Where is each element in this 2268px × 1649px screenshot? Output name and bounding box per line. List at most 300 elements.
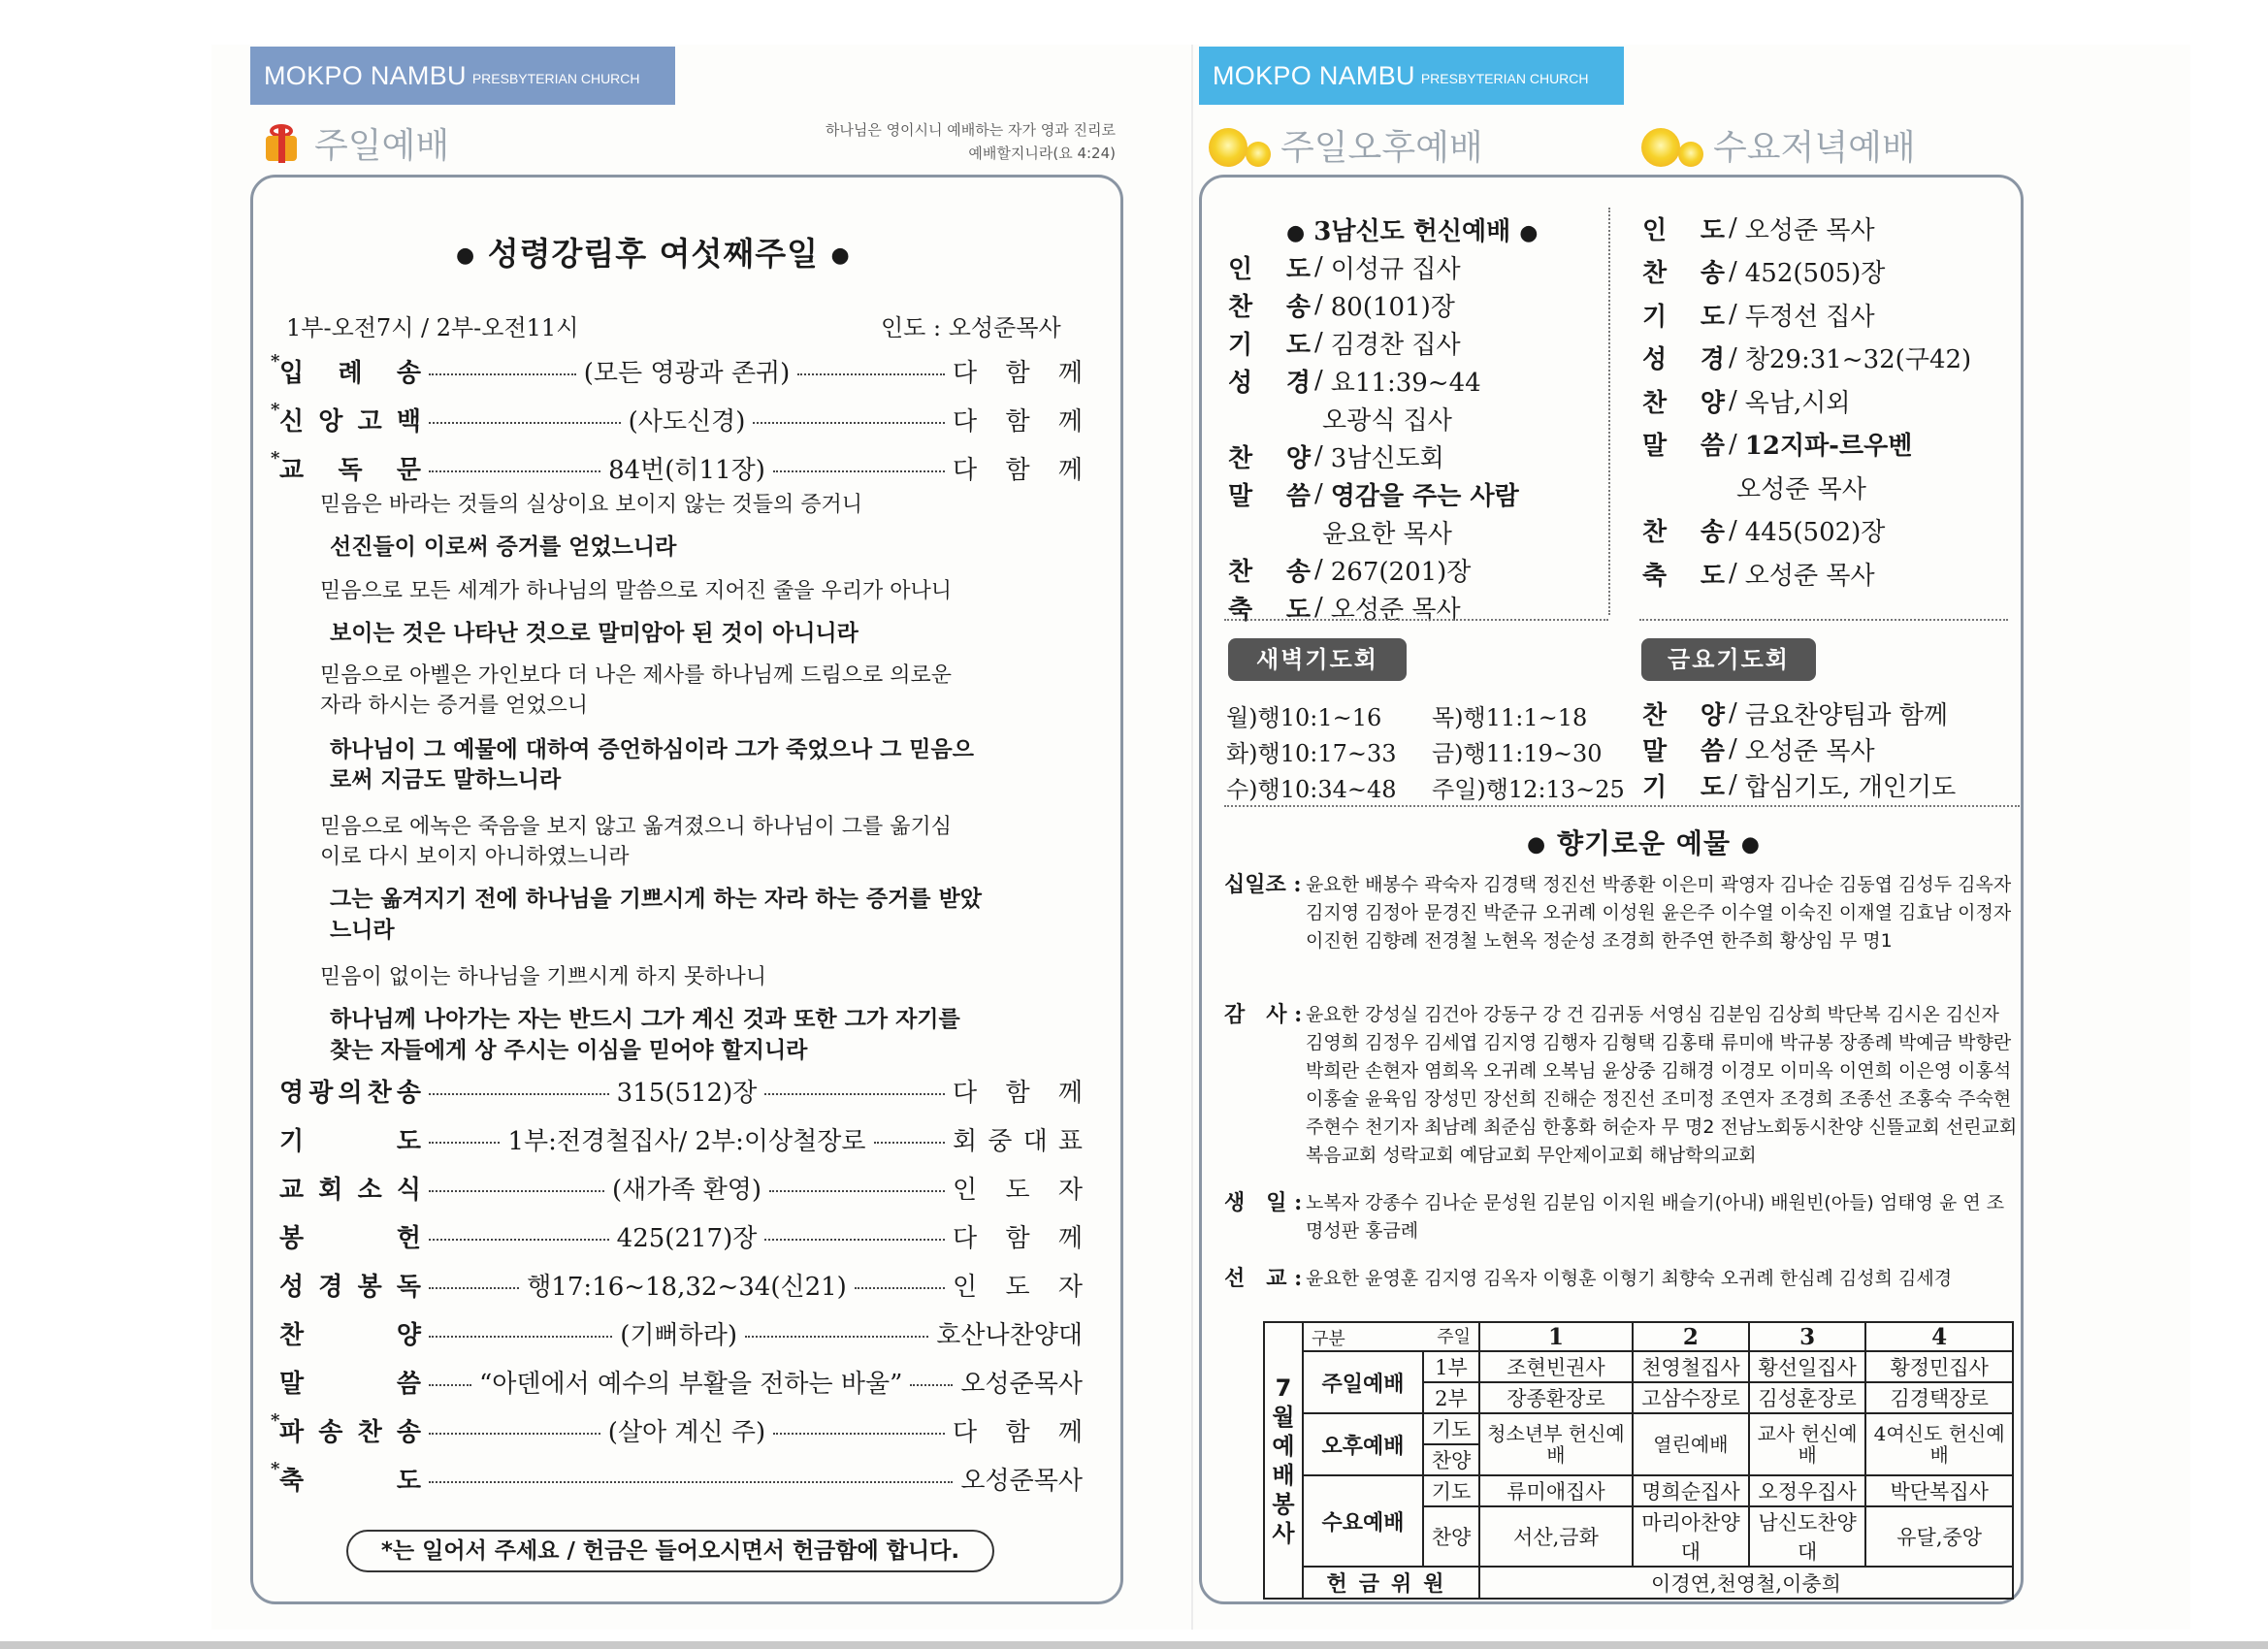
offering-names: 윤요한 강성실 김건아 강동구 강 건 김귀동 서영심 김분임 김상희 박단복 김시온 김신자 김영희 김정우 김세엽 김지영 김행자 김형택 김홍태 류미애 박규봉 장종례 박예금 박향란 박희란 손현자 염희옥 오귀례 오복님 윤상중 김해경 이경모 이미옥 이연희 이은영 이홍석 이홍술 윤육임 장성민 장선희 진해순 정진선 조미정 조연자 조경희 조종선 조홍숙 주숙현 주현수 천기자 최남례 최준심 한홍화 허순자 무 명2 전남노회동시찬양 신뜰교회 선린교회 복음교회 성락교회 예담교회 무안제이교회 해남학의교회 (1306, 1004, 2018, 1166)
stand-mark: * (271, 350, 280, 372)
row-label-char: 경 (1285, 368, 1311, 398)
row-value: 452(505)장 (1744, 259, 1886, 288)
reading-line: 믿음은 바라는 것들의 실상이요 보이지 않는 것들의 증거니 (320, 493, 863, 517)
bullet-icon: ● (1740, 832, 1761, 857)
row-label (1228, 249, 1311, 285)
duty-cell: 남신도찬양대 (1749, 1506, 1865, 1567)
reading-line: 찾는 자들에게 상 주시는 이심을 믿어야 할지니라 (330, 1038, 808, 1063)
duty-month-char: 7 (1275, 1374, 1292, 1402)
row-slash: / (1729, 429, 1737, 459)
reading-line: 보이는 것은 나타난 것으로 말미암아 된 것이 아니니라 (330, 621, 859, 646)
order-label-char: 찬 (357, 1417, 382, 1447)
order-detail: 425(217)장 (616, 1223, 758, 1253)
row-label (1228, 363, 1311, 399)
order-person-char: 께 (1057, 358, 1084, 388)
order-label-char: 입 (279, 358, 305, 388)
duty-cell: 황선일집사 (1749, 1351, 1865, 1382)
row-label-char: 찬 (1228, 443, 1253, 473)
order-person-char: 대 (1022, 1126, 1048, 1156)
duty-cell: 마리아찬양대 (1633, 1506, 1749, 1567)
order-label-char: 의 (338, 1078, 363, 1108)
leader-dots (429, 1433, 600, 1435)
service-row (1228, 286, 1455, 323)
column-divider (1608, 208, 1610, 615)
leader-dots (745, 1336, 928, 1338)
order-detail: (모든 영광과 존귀) (583, 358, 791, 388)
row-value: 오광식 집사 (1322, 405, 1452, 436)
order-label-char: 회 (318, 1175, 343, 1205)
offering-names: 윤요한 배봉수 곽숙자 김경택 정진선 박종환 이은미 곽영자 김나순 김동엽 김성두 김옥자 김지영 김정아 문경진 박준규 오귀례 이성원 윤은주 이수열 이숙진 이재열 김효남 이정자 이진헌 김향례 전경철 노현옥 정순성 조경희 한주연 한주희 황상임 무 명1 (1306, 874, 2012, 952)
order-label-char: 앙 (318, 406, 343, 436)
week-header: 1 (1479, 1322, 1633, 1351)
service-row (1642, 426, 1912, 463)
row-value: 윤요한 목사 (1322, 519, 1452, 549)
row-label-char: 도 (1285, 330, 1311, 360)
duty-month-char: 봉 (1272, 1490, 1295, 1518)
leader-dots (429, 470, 600, 472)
row-slash: / (1729, 213, 1737, 242)
section-title: 주일오후예배 (1280, 128, 1483, 168)
leader-dots (764, 1093, 945, 1095)
row-value: 이성규 집사 (1330, 254, 1461, 284)
order-label-char: 봉 (279, 1223, 305, 1253)
row-label (1642, 767, 1725, 803)
order-label (271, 1458, 421, 1497)
row-slash: / (1729, 770, 1737, 799)
duty-month-label (1264, 1322, 1303, 1599)
row-label-char: 축 (1228, 595, 1253, 625)
duty-month-char: 월 (1272, 1403, 1295, 1431)
row-label-char: 도 (1700, 561, 1725, 591)
order-person (953, 1412, 1083, 1448)
order-label-char: 식 (396, 1175, 421, 1205)
order-detail: 315(512)장 (616, 1078, 758, 1108)
row-label-char: 송 (1285, 557, 1311, 587)
service-leader: 인도 : 오성준목사 (881, 314, 1061, 341)
order-label (279, 1267, 421, 1303)
row-label (1228, 438, 1311, 474)
leader-dots (773, 470, 945, 472)
church-name: MOKPO NAMBU (1213, 60, 1415, 90)
order-label-char: 송 (396, 1417, 421, 1447)
order-person-char: 함 (1005, 406, 1030, 436)
row-label-char: 송 (1700, 518, 1725, 547)
order-label-char: 경 (318, 1272, 343, 1302)
order-label (279, 1121, 421, 1157)
order-label-char: 축 (279, 1466, 305, 1496)
duty-cell: 김경택장로 (1865, 1382, 2013, 1413)
row-label (1642, 695, 1725, 731)
scan-edge (0, 1641, 2268, 1649)
service-row (1642, 253, 1885, 290)
row-value: 267(201)장 (1330, 557, 1472, 587)
order-label (279, 1364, 421, 1400)
afternoon-subtitle (1286, 211, 1539, 247)
offering-group (1224, 871, 2020, 955)
duty-sub-label: 찬양 (1423, 1506, 1479, 1567)
duty-sub-label: 2부 (1423, 1382, 1479, 1413)
order-person-char: 다 (953, 1417, 978, 1447)
row-label-char: 양 (1700, 700, 1725, 730)
row-value: 합심기도, 개인기도 (1744, 772, 1957, 802)
dawn-reading: 수)행10:34~48 (1226, 776, 1397, 803)
sunday-service-heading (260, 118, 449, 168)
row-slash: / (1729, 698, 1737, 728)
dawn-prayer-badge: 새벽기도회 (1228, 638, 1407, 681)
duty-sub-label: 1부 (1423, 1351, 1479, 1382)
duty-cell: 오정우집사 (1749, 1475, 1865, 1506)
row-value: 오성준 목사 (1744, 561, 1875, 591)
row-label-char: 양 (1285, 443, 1311, 473)
order-label (271, 350, 421, 389)
order-person (953, 1121, 1083, 1157)
order-label-char: 독 (338, 455, 363, 485)
row-label-char: 기 (1228, 330, 1253, 360)
row-label (1642, 210, 1725, 246)
service-title (456, 229, 851, 275)
order-label (279, 1218, 421, 1254)
candle-icon (1207, 122, 1275, 169)
order-detail: (살아 계신 주) (607, 1417, 766, 1447)
week-header: 3 (1749, 1322, 1865, 1351)
row-label-char: 성 (1642, 345, 1668, 374)
reading-line: 그는 옮겨지기 전에 하나님을 기쁘시게 하는 자라 하는 증거를 받았 (330, 887, 982, 912)
duty-cell: 4여신도 헌신예배 (1865, 1413, 2013, 1475)
row-label (1642, 512, 1725, 548)
order-label-char: 도 (396, 1466, 421, 1496)
service-row (1228, 400, 1452, 436)
service-row (1642, 512, 1885, 549)
order-label-char: 양 (396, 1320, 421, 1350)
order-person: 오성준목사 (960, 1369, 1084, 1399)
order-person-char: 표 (1057, 1126, 1083, 1156)
order-person-char: 다 (953, 1078, 978, 1108)
row-value: 금요찬양팀과 함께 (1744, 700, 1948, 730)
order-label-char: 신 (279, 406, 305, 436)
order-person-char: 도 (1005, 1175, 1030, 1205)
order-detail: 1부:전경철집사/ 2부:이상철장로 (507, 1126, 866, 1156)
bullet-icon: ● (1519, 220, 1539, 245)
service-row (1642, 730, 1875, 767)
page-fold (1191, 45, 1193, 1630)
dawn-reading: 화)행10:17~33 (1226, 740, 1397, 767)
order-person-char: 다 (953, 455, 978, 485)
row-slash: / (1729, 342, 1737, 372)
duty-group-label: 헌금위원 (1303, 1567, 1479, 1599)
duty-group-label: 주일예배 (1303, 1351, 1423, 1413)
row-value: 3남신도회 (1330, 443, 1444, 473)
stand-mark: * (271, 447, 280, 469)
order-label (279, 1073, 421, 1109)
leader-dots (429, 1093, 609, 1095)
order-person-char: 도 (1005, 1272, 1030, 1302)
order-label-char: 기 (279, 1126, 305, 1156)
order-item (279, 1268, 1083, 1301)
duty-cell: 고삼수장로 (1633, 1382, 1749, 1413)
order-person: 오성준목사 (960, 1466, 1083, 1496)
order-detail: (새가족 환영) (611, 1175, 762, 1205)
service-row (1642, 469, 1866, 505)
duty-cell: 조현빈권사 (1479, 1351, 1633, 1382)
week-header: 4 (1865, 1322, 2013, 1351)
order-person-char: 함 (1005, 1223, 1030, 1253)
order-label-char: 소 (357, 1175, 382, 1205)
stand-mark: * (271, 1409, 280, 1431)
order-label-char: 영 (279, 1078, 305, 1108)
row-label-char: 찬 (1642, 700, 1668, 730)
row-label-char: 송 (1700, 259, 1725, 288)
row-label-char: 도 (1285, 595, 1311, 625)
afternoon-service-heading (1207, 120, 1483, 170)
leader-dots (910, 1384, 953, 1386)
service-row (1228, 513, 1452, 550)
church-subtitle: PRESBYTERIAN CHURCH (471, 71, 640, 86)
duty-month-char: 사 (1272, 1519, 1295, 1547)
friday-prayer-badge: 금요기도회 (1641, 638, 1816, 681)
corner-label: 구분 (1312, 1329, 1345, 1349)
row-value: 두정선 집사 (1744, 302, 1875, 332)
row-label-char: 말 (1228, 481, 1253, 511)
offerings-title-text: 향기로운 예물 (1556, 827, 1731, 859)
duty-cell: 서산,금화 (1479, 1506, 1633, 1567)
leader-dots (429, 1239, 609, 1241)
reading-line: 믿음이 없이는 하나님을 기쁘시게 하지 못하나니 (320, 965, 767, 989)
order-person-char: 중 (988, 1126, 1013, 1156)
row-label (1642, 340, 1725, 375)
order-label (279, 1170, 421, 1206)
duty-month-char: 예 (1272, 1432, 1295, 1460)
row-label-char: 성 (1228, 368, 1253, 398)
row-value: 요11:39~44 (1330, 368, 1481, 398)
reading-line: 느니라 (330, 918, 395, 943)
duty-cell: 김성훈장로 (1749, 1382, 1865, 1413)
offering-group (1224, 1189, 2020, 1245)
row-slash: / (1729, 559, 1737, 588)
row-label-char: 찬 (1642, 259, 1668, 288)
order-detail: 84번(히11장) (608, 455, 765, 485)
offering-group (1224, 1265, 2020, 1293)
row-label (1642, 426, 1725, 462)
service-row (1642, 382, 1851, 419)
leader-dots (797, 373, 945, 375)
order-label-char: 문 (396, 455, 421, 485)
order-label-char: 파 (279, 1417, 305, 1447)
scripture-verse (708, 118, 1116, 165)
service-row (1228, 362, 1481, 399)
row-label (1228, 552, 1311, 588)
order-item (279, 1316, 1083, 1349)
row-slash: / (1314, 290, 1323, 319)
row-label (1642, 383, 1725, 419)
leader-dots (429, 1336, 612, 1338)
row-label (1228, 476, 1311, 512)
offerings-title (1527, 823, 1761, 861)
row-value: 오성준 목사 (1736, 474, 1866, 504)
order-label-char: 헌 (396, 1223, 421, 1253)
order-person-char: 다 (953, 1223, 978, 1253)
service-times: 1부-오전7시 / 2부-오전11시 (286, 314, 579, 341)
row-label-char: 말 (1642, 432, 1668, 461)
offering-label: 십일조 : (1224, 872, 1302, 897)
row-label-char: 찬 (1228, 292, 1253, 322)
service-row (1642, 340, 1971, 376)
row-label (1642, 253, 1725, 289)
dawn-reading: 월)행10:1~16 (1226, 704, 1382, 731)
order-person: 호산나찬양대 (936, 1320, 1083, 1350)
row-label-char: 인 (1642, 215, 1668, 245)
service-row (1642, 555, 1875, 592)
row-label-char: 기 (1642, 302, 1668, 332)
reading-line: 선진들이 이로써 증거를 얻었느니라 (330, 534, 677, 560)
stand-mark: * (271, 1458, 280, 1479)
order-person-char: 께 (1057, 1078, 1083, 1108)
bullet-icon: ● (1286, 220, 1306, 245)
duty-month-char: 배 (1272, 1461, 1295, 1489)
duty-cell: 천영철집사 (1633, 1351, 1749, 1382)
order-label-char: 찬 (367, 1078, 392, 1108)
order-label-char: 백 (396, 406, 421, 436)
duty-sub-label: 찬양 (1423, 1444, 1479, 1475)
order-label (271, 399, 421, 437)
row-slash: / (1314, 252, 1323, 281)
duty-cell: 교사 헌신예배 (1749, 1413, 1865, 1475)
order-detail: 행17:16~18,32~34(신21) (527, 1272, 847, 1302)
order-label (271, 1409, 421, 1448)
order-detail: “아덴에서 예수의 부활을 전하는 바울” (479, 1369, 903, 1399)
order-label-char: 봉 (357, 1272, 382, 1302)
leader-dots (429, 1142, 500, 1144)
duty-cell: 열린예배 (1633, 1413, 1749, 1475)
section-divider (1639, 619, 2008, 621)
duty-cell: 청소년부 헌신예배 (1479, 1413, 1633, 1475)
order-person-char: 께 (1057, 455, 1083, 485)
duty-roster-table (1263, 1321, 2014, 1600)
reading-line: 믿음으로 모든 세계가 하나님의 말씀으로 지어진 줄을 우리가 아나니 (320, 579, 953, 603)
row-slash: / (1314, 593, 1323, 622)
order-person-char: 께 (1057, 1223, 1083, 1253)
row-slash: / (1314, 328, 1323, 357)
order-label-char: 례 (338, 358, 363, 388)
row-slash: / (1729, 734, 1737, 763)
order-person (953, 402, 1083, 437)
reading-line: 하나님께 나아가는 자는 반드시 그가 계신 것과 또한 그가 자기를 (330, 1007, 960, 1032)
bullet-icon: ● (830, 243, 851, 268)
reading-line: 자라 하시는 증거를 얻었으니 (320, 694, 589, 718)
order-item (279, 1074, 1083, 1107)
leader-dots (753, 422, 945, 424)
candle-icon (1639, 122, 1707, 169)
duty-sub-label: 기도 (1423, 1413, 1479, 1444)
leader-dots (855, 1287, 945, 1289)
order-person-char: 자 (1057, 1175, 1084, 1205)
order-label-char: 송 (396, 358, 421, 388)
duty-cell: 명희순집사 (1633, 1475, 1749, 1506)
reading-line: 하나님이 그 예물에 대하여 증언하심이라 그가 죽었으나 그 믿음으 (330, 737, 974, 762)
row-label-char: 도 (1700, 215, 1725, 245)
wednesday-service-heading (1639, 120, 1916, 170)
service-row (1642, 210, 1875, 246)
row-value: 영감을 주는 사람 (1330, 481, 1519, 511)
row-label-char: 송 (1285, 292, 1311, 322)
reading-line: 로써 지금도 말하느니라 (330, 767, 562, 792)
section-divider (1224, 805, 2020, 807)
week-header: 2 (1633, 1322, 1749, 1351)
offering-label: 생 일 : (1224, 1190, 1303, 1215)
order-label-char: 말 (279, 1369, 305, 1399)
order-detail: (기뻐하라) (620, 1320, 738, 1350)
service-row (1642, 766, 1956, 803)
row-label-char: 인 (1228, 254, 1253, 284)
leader-dots (769, 1190, 945, 1192)
order-label-char: 독 (396, 1272, 421, 1302)
order-label-char: 도 (396, 1126, 421, 1156)
duty-cell: 유달,중앙 (1865, 1506, 2013, 1567)
afternoon-subtitle-text: 3남신도 헌신예배 (1313, 217, 1511, 246)
row-label-char: 씀 (1700, 736, 1725, 766)
offering-names: 윤요한 윤영훈 김지영 김옥자 이형훈 이형기 최향숙 오귀례 한심례 김성희 김세경 (1306, 1268, 1953, 1289)
row-label-char: 경 (1700, 345, 1725, 374)
row-slash: / (1314, 366, 1323, 395)
row-label (1228, 287, 1311, 323)
order-person-char: 회 (953, 1126, 978, 1156)
order-item (279, 1122, 1083, 1155)
row-value: 오성준 목사 (1744, 215, 1875, 245)
order-label-char: 고 (357, 406, 382, 436)
church-name: MOKPO NAMBU (264, 60, 467, 90)
order-item (279, 1365, 1083, 1398)
duty-group-label: 수요예배 (1303, 1475, 1423, 1567)
row-label-char: 도 (1700, 772, 1725, 802)
order-item (271, 399, 1084, 436)
row-label-char: 찬 (1642, 388, 1668, 418)
duty-corner (1303, 1322, 1479, 1351)
order-person-char: 인 (953, 1272, 978, 1302)
reading-line: 믿음으로 아벨은 가인보다 더 나은 제사를 하나님께 드림으로 의로운 (320, 663, 953, 688)
duty-cell: 황정민집사 (1865, 1351, 2013, 1382)
stand-mark: * (271, 399, 280, 420)
row-value: 옥남,시외 (1744, 388, 1851, 418)
order-person-char: 함 (1005, 1417, 1030, 1447)
order-label (279, 1315, 421, 1351)
reading-line: 이로 다시 보이지 아니하였느니라 (320, 845, 630, 869)
order-label-char: 찬 (279, 1320, 305, 1350)
order-label-char: 광 (308, 1078, 334, 1108)
row-label (1642, 297, 1725, 333)
order-person (953, 1218, 1083, 1254)
row-value: 12지파-르우벤 (1744, 432, 1913, 461)
order-detail: (사도신경) (628, 406, 746, 436)
row-label-char: 찬 (1228, 557, 1253, 587)
leader-dots (429, 422, 621, 424)
order-label-char: 씀 (396, 1369, 421, 1399)
order-person-char: 다 (953, 406, 978, 436)
order-item (279, 1219, 1083, 1252)
order-person (953, 1267, 1083, 1303)
order-label-char: 교 (279, 455, 305, 485)
verse-line: 하나님은 영이시니 예배하는 자가 영과 진리로 (825, 121, 1116, 139)
row-label (1228, 325, 1311, 361)
service-row (1228, 551, 1471, 588)
row-slash: / (1314, 441, 1323, 470)
service-row (1228, 324, 1461, 361)
section-title: 수요저녁예배 (1713, 128, 1916, 168)
offering-group (1224, 1001, 2020, 1170)
order-person-char: 다 (953, 358, 978, 388)
reading-line: 믿음으로 에녹은 죽음을 보지 않고 옮겨졌으니 하나님이 그를 옮기심 (320, 815, 953, 839)
order-item (271, 350, 1084, 388)
row-value: 오성준 목사 (1744, 736, 1875, 766)
service-row (1642, 695, 1948, 731)
